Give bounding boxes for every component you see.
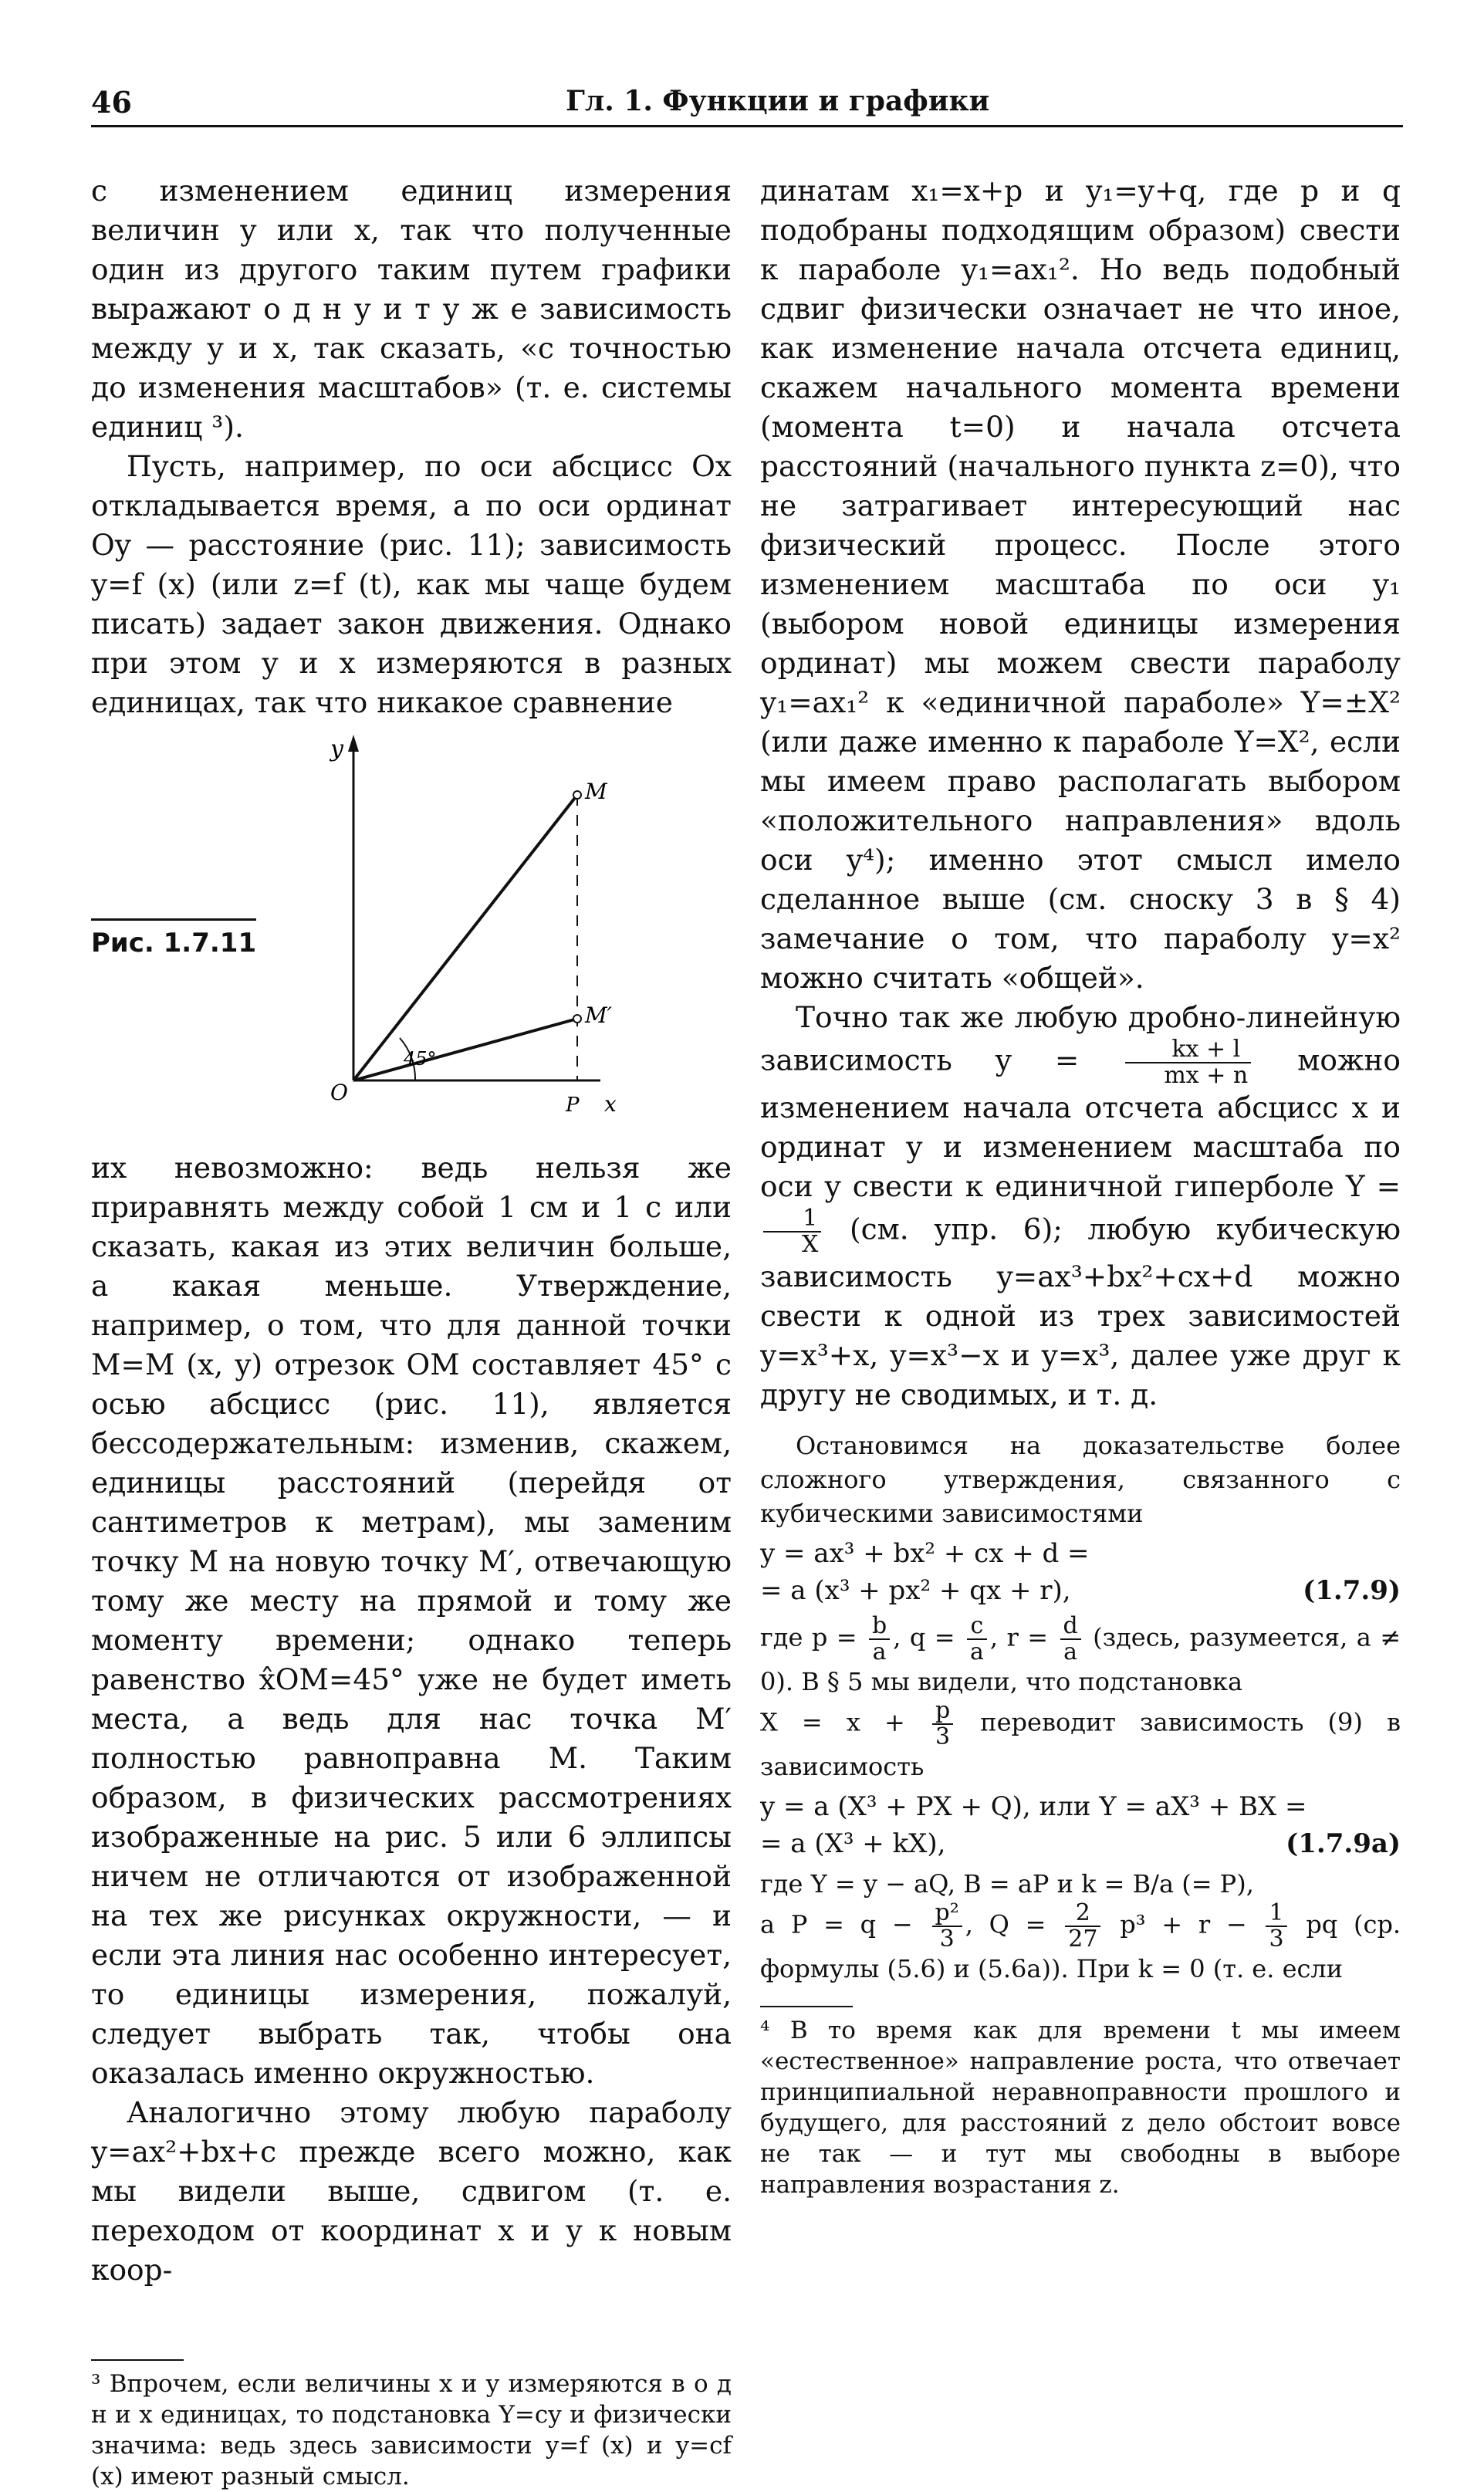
frac-3b: 3	[939, 1926, 955, 1953]
fraction-hyperbola	[763, 1206, 821, 1257]
frac-a2: a	[970, 1638, 984, 1665]
point-m	[573, 791, 581, 799]
p4-j: (здесь, разумеется, a ≠ 0). В § 5 мы видели, что подстановка	[760, 1622, 1401, 1696]
frac2-num: 1	[763, 1206, 821, 1232]
left-paragraph-1: с изменением единиц измерения величин y или x, так что полученные один из другого таким путем графики выражают о д н у и т у ж е зависимость между y и x, так сказать, «с точностью до изменения масштабов» (т. е. системы единиц ³).	[91, 174, 732, 444]
p7-a: а P = q −	[760, 1909, 913, 1939]
formula-1-7-9	[760, 1535, 1401, 1609]
footnote-rule-left	[91, 2359, 184, 2361]
label-o: O	[330, 1080, 348, 1105]
formula-1-number: (1.7.9)	[1303, 1575, 1401, 1606]
frac-3: 3	[935, 1723, 951, 1750]
frac-a3: a	[1063, 1638, 1078, 1665]
figure-diagram	[323, 725, 647, 1142]
p7-d: , Q =	[965, 1909, 1046, 1939]
frac-3c: 3	[1269, 1926, 1284, 1953]
frac-1-3	[1266, 1901, 1286, 1952]
segment-om2	[353, 1019, 577, 1080]
p7-g: p³ + r −	[1120, 1909, 1247, 1939]
label-angle: 45°	[404, 1048, 437, 1070]
frac-c: c	[967, 1614, 987, 1640]
frac-1: 1	[1266, 1901, 1286, 1927]
formula-1-7-9a	[760, 1788, 1401, 1862]
right-paragraph-6: где Y = y − aQ, B = aP и k = B/a (= P),	[760, 1869, 1254, 1899]
left-paragraph-3: их невозможно: ведь нельзя же приравнять между собой 1 см и 1 с или сказать, какая из этих величин больше, а какая меньше. Утверждение, например, о том, что для данной точки M=M (x, y) отрезок OM составляет 45° с осью абсцисс (рис. 11), является бессодержательным: изменив, скажем, единицы расстояний (перейдя от сантиметров к метрам), мы заменим точку M на новую точку M′, отвечающую тому же месту на прямой и тому же моменту времени; однако теперь равенство x̂OM=45° уже не будет иметь места, а ведь для нас точка M′ полностью равноправна M. Таким образом, в физических рассмотрениях изображенные на рис. 5 или 6 эллипсы ничем не отличаются от изображенной на тех же рисунках окружности, — и если эта линия нас особенно интересует, то единицы измерения, пожалуй, следует выбрать так, чтобы она оказалась именно окружностью.	[91, 1151, 732, 2090]
formula-2-number: (1.7.9a)	[1286, 1828, 1401, 1859]
p2-text-a: Точно так же любую дробно-линейную зависимость y =	[760, 1000, 1401, 1077]
frac-p: p	[932, 1699, 953, 1725]
p4-a: где p =	[760, 1622, 857, 1652]
footnote-3: ³ Впрочем, если величины x и y измеряются в о д н и х единицах, то подстановка Y=cy и физически значима: ведь здесь зависимости y=f (x) и y=cf (x) имеют разный смысл.	[91, 2370, 732, 2490]
frac-den: mx + n	[1164, 1062, 1249, 1089]
label-y: y	[330, 735, 343, 762]
right-paragraph-5	[760, 1699, 1401, 1784]
segment-om	[353, 795, 577, 1080]
p4-g: , r =	[989, 1622, 1049, 1652]
frac-num: kx + l	[1125, 1037, 1251, 1063]
right-paragraph-4	[760, 1614, 1401, 1699]
formula-2-line-1: y = a (X³ + PX + Q), или Y = aX³ + BX =	[760, 1791, 1307, 1822]
frac-p2: p²	[932, 1901, 962, 1927]
formula-2-line-2: = a (X³ + kX),	[760, 1828, 946, 1859]
p2-text-c: (см. упр. 6); любую кубическую зависимость y=ax³+bx²+cx+d можно свести к одной из трех зависимостей y=x³+x, y=x³−x и y=x³, далее уже друг к другу не сводимых, и т. д.	[760, 1212, 1401, 1412]
p4-d: , q =	[893, 1622, 955, 1652]
y-axis-arrow	[348, 735, 359, 752]
p7-j: pq (ср. формулы (5.6) и (5.6а)). При k = 0 (т. е. если	[760, 1909, 1401, 1983]
figure-caption: Рис. 1.7.11	[91, 918, 256, 963]
frac-2-27	[1065, 1901, 1100, 1952]
p2-text-b: можно изменением начала отсчета абсцисс x и ординат y и изменением масштаба по оси y свести к единичной гиперболе Y =	[760, 1043, 1401, 1203]
frac-d-a	[1060, 1614, 1081, 1665]
label-m2: M′	[585, 1003, 613, 1028]
frac2-den: X	[802, 1231, 819, 1258]
frac-b: b	[869, 1614, 890, 1640]
frac-c-a	[967, 1614, 987, 1665]
page-header	[91, 85, 1403, 131]
page-number: 46	[91, 85, 132, 120]
label-p: P	[566, 1094, 580, 1117]
point-m2	[573, 1015, 581, 1023]
right-column	[760, 171, 1401, 2200]
frac-2: 2	[1065, 1901, 1100, 1927]
right-paragraph-2	[760, 998, 1401, 1415]
left-paragraph-2: Пусть, например, по оси абсцисс Ox откладывается время, а по оси ординат Oy — расстояние (рис. 11); зависимость y=f (x) (или z=f (t), как мы чаще будем писать) задает закон движения. Однако при этом y и x измеряются в разных единицах, так что никакое сравнение	[91, 449, 732, 719]
running-title: Гл. 1. Функции и графики	[566, 85, 990, 117]
right-paragraph-7	[760, 1901, 1401, 1986]
label-m: M	[585, 779, 607, 804]
frac-p-3	[932, 1699, 953, 1750]
left-column	[91, 171, 732, 2492]
right-paragraph-3: Остановимся на доказательстве более сложного утверждения, связанного с кубическими зависимостями	[760, 1431, 1401, 1528]
frac-a1: a	[872, 1638, 887, 1665]
left-paragraph-4: Аналогично этому любую параболу y=ax²+bx+c прежде всего можно, как мы видели выше, сдвигом (т. е. переходом от координат x и y к новым коор-	[91, 2095, 732, 2287]
frac-27: 27	[1068, 1926, 1098, 1953]
frac-b-a	[869, 1614, 890, 1665]
footnote-rule-right	[760, 2006, 853, 2007]
label-x: x	[604, 1091, 617, 1117]
frac-d: d	[1060, 1614, 1081, 1640]
right-paragraph-1: динатам x₁=x+p и y₁=y+q, где p и q подобраны подходящим образом) свести к параболе y₁=ax₁². Но ведь подобный сдвиг физически означает не что иное, как изменение начала отсчета единиц, скажем начального момента времени (момента t=0) и начала отсчета расстояний (начального пункта z=0), что не затрагивает интересующий нас физический процесс. После этого изменением масштаба по оси y₁ (выбором новой единицы измерения ординат) мы можем свести параболу y₁=ax₁² к «единичной параболе» Y=±X² (или даже именно к параболе Y=X², если мы имеем право располагать выбором «положительного направления» вдоль оси y⁴); именно этот смысл имело сделанное выше (см. сноску 3 в § 4) замечание о том, что параболу y=x² можно считать «общей».	[760, 174, 1401, 995]
p5-a: X = x +	[760, 1707, 905, 1737]
frac-p2-3	[932, 1901, 962, 1952]
header-rule	[91, 125, 1403, 127]
figure-1-7-11	[91, 725, 732, 1142]
fraction-linear	[1125, 1037, 1251, 1088]
small-print-block	[760, 1429, 1401, 1986]
p5-d: переводит зависимость (9) в зависимость	[760, 1707, 1401, 1781]
footnote-4: ⁴ В то время как для времени t мы имеем «естественное» направление роста, что отвечает принципиальной неравноправности прошлого и будущего, для расстояний z дело обстоит вовсе не так — и тут мы свободны в выборе направления возрастания z.	[760, 2017, 1401, 2199]
formula-1-line-1: y = ax³ + bx² + cx + d =	[760, 1538, 1090, 1569]
formula-1-line-2: = a (x³ + px² + qx + r),	[760, 1575, 1071, 1606]
